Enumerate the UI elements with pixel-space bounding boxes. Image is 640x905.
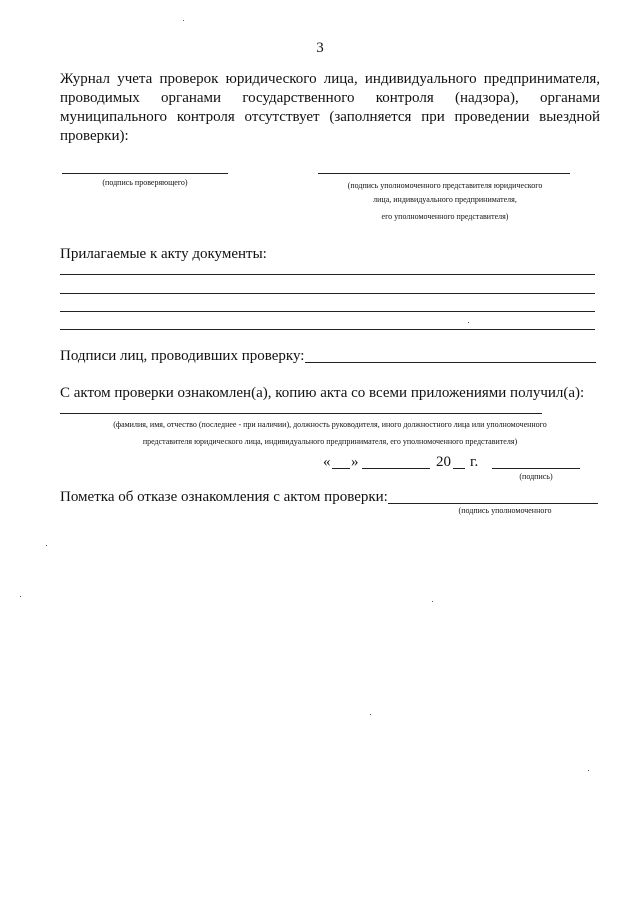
acquainted-name-line[interactable] [60, 413, 542, 414]
date-year-suffix: г. [470, 454, 479, 470]
attached-documents-line-3[interactable] [60, 311, 595, 312]
date-month-field[interactable] [362, 468, 430, 469]
attached-documents-line-1[interactable] [60, 274, 595, 275]
representative-caption-2: лица, индивидуального предпринимателя, [373, 195, 517, 204]
date-year-prefix: 20 [436, 454, 451, 470]
acquainted-signature-line[interactable] [492, 468, 580, 469]
scan-speck [370, 714, 371, 715]
inspectors-signatures-label: Подписи лиц, проводивших проверку: [60, 348, 305, 364]
scan-speck [432, 601, 433, 602]
acquainted-label: С актом проверки ознакомлен(а), копию акта со всеми приложениями получил(а): [60, 385, 585, 401]
page-number: 3 [316, 40, 324, 56]
representative-caption-3: его уполномоченного представителя) [381, 212, 509, 221]
scan-speck [588, 770, 589, 771]
acquainted-caption-2: представителя юридического лица, индивидуального предпринимателя, его уполномоченного представителя) [142, 437, 518, 446]
date-year-field[interactable] [453, 468, 465, 469]
inspector-signature-line[interactable] [62, 173, 228, 174]
journal-statement: Журнал учета проверок юридического лица, индивидуального предпринимателя, проводимых органами государственного контроля (надзора), органами муниципального контроля отсутствует (заполняется при проведении выездной проверки): [60, 71, 600, 144]
refusal-caption: (подпись уполномоченного [458, 506, 552, 515]
attached-documents-line-2[interactable] [60, 293, 595, 294]
date-close-quote: » [351, 454, 359, 470]
date-day-field[interactable] [332, 468, 350, 469]
attached-documents-line-4[interactable] [60, 329, 595, 330]
date-open-quote: « [323, 454, 331, 470]
inspectors-signatures-line[interactable] [305, 362, 596, 363]
representative-signature-line[interactable] [318, 173, 570, 174]
acquainted-caption-1: (фамилия, имя, отчество (последнее - при наличии), должность руководителя, иного должностного лица или уполномоченного [113, 420, 547, 429]
attached-documents-heading: Прилагаемые к акту документы: [60, 246, 267, 262]
scan-speck [20, 596, 21, 597]
scan-speck [183, 20, 184, 21]
acquainted-signature-caption: (подпись) [519, 472, 553, 481]
refusal-signature-line[interactable] [388, 503, 598, 504]
scan-speck [468, 322, 469, 323]
scan-speck [46, 545, 47, 546]
representative-caption-1: (подпись уполномоченного представителя юридического [347, 181, 543, 190]
inspector-signature-caption: (подпись проверяющего) [102, 178, 188, 187]
refusal-label: Пометка об отказе ознакомления с актом проверки: [60, 489, 388, 505]
